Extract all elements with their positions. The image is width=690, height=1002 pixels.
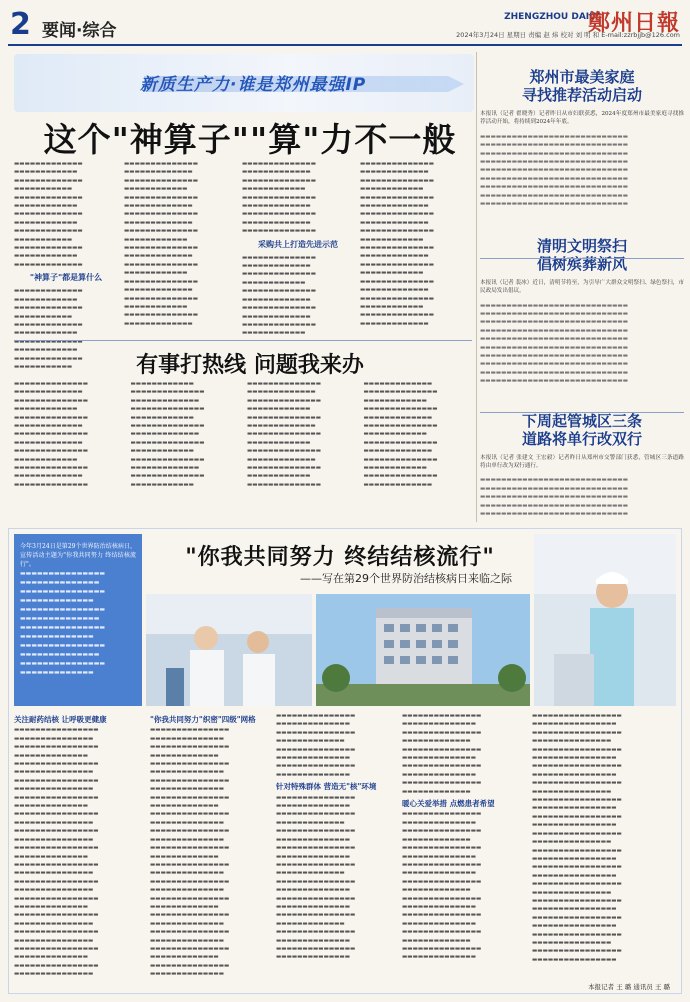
body-filler-lines: ▬▬▬▬▬▬▬▬▬▬▬▬▬ ▬▬▬▬▬▬▬▬▬▬▬▬ ▬▬▬▬▬▬▬▬▬▬▬▬▬ ▬▬▬▬▬▬▬▬▬▬▬ ▬▬▬▬▬▬▬▬▬▬▬▬▬ ▬▬▬▬▬▬▬▬▬▬▬▬ ▬▬▬▬▬▬▬▬▬▬▬▬▬ ▬▬▬▬▬▬▬▬▬▬▬▬ ▬▬▬▬▬▬▬▬▬▬▬▬▬ ▬▬▬▬▬▬▬▬▬▬▬ ▬▬▬▬▬▬▬▬▬▬▬▬▬ ▬▬▬▬▬▬▬▬▬▬▬▬ ▬▬▬▬▬▬▬▬▬▬▬▬▬ xyxy=(14,161,83,268)
body-filler-lines: ▬▬▬▬▬▬▬▬▬▬▬▬▬▬▬ ▬▬▬▬▬▬▬▬▬▬▬▬▬▬ ▬▬▬▬▬▬▬▬▬▬▬▬▬▬▬ ▬▬▬▬▬▬▬▬▬▬▬▬▬ ▬▬▬▬▬▬▬▬▬▬▬▬▬▬▬ ▬▬▬▬▬▬▬▬▬▬▬▬▬▬ ▬▬▬▬▬▬▬▬▬▬▬▬▬▬▬ ▬▬▬▬▬▬▬▬▬▬▬▬▬▬ ▬▬▬▬▬▬▬▬▬▬▬▬▬▬▬ ▬▬▬▬▬▬▬▬▬▬▬▬▬ ▬▬▬▬▬▬▬▬▬▬▬▬▬▬▬ ▬▬▬▬▬▬▬▬▬▬▬▬▬▬ ▬▬▬▬▬▬▬▬▬▬▬▬▬▬▬ ▬▬▬▬▬▬▬▬▬▬▬▬▬▬ ▬▬▬▬▬▬▬▬▬▬▬▬▬▬▬ ▬▬▬▬▬▬▬▬▬▬▬▬▬ ▬▬▬▬▬▬▬▬▬▬▬▬▬▬▬ ▬▬▬▬▬▬▬▬▬▬▬▬▬▬ ▬▬▬▬▬▬▬▬▬▬▬▬▬▬▬ ▬▬▬▬▬▬▬▬▬▬▬▬▬▬ xyxy=(276,794,356,961)
photo-medical-staff xyxy=(146,594,312,706)
right-story-1-body: ▬▬▬▬▬▬▬▬▬▬▬▬▬▬▬▬▬▬▬▬▬▬▬▬▬▬▬▬ ▬▬▬▬▬▬▬▬▬▬▬▬▬▬▬▬▬▬▬▬▬▬▬▬▬▬▬▬ ▬▬▬▬▬▬▬▬▬▬▬▬▬▬▬▬▬▬▬▬▬▬▬▬▬▬▬▬ ▬▬▬▬▬▬▬▬▬▬▬▬▬▬▬▬▬▬▬▬▬▬▬▬▬▬▬▬ ▬▬▬▬▬▬▬▬▬▬▬▬▬▬▬▬▬▬▬▬▬▬▬▬▬▬▬▬ ▬▬▬▬▬▬▬▬▬▬▬▬▬▬▬▬▬▬▬▬▬▬▬▬▬▬▬▬ ▬▬▬▬▬▬▬▬▬▬▬▬▬▬▬▬▬▬▬▬▬▬▬▬▬▬▬▬ ▬▬▬▬▬▬▬▬▬▬▬▬▬▬▬▬▬▬▬▬▬▬▬▬▬▬▬▬ ▬▬▬▬▬▬▬▬▬▬▬▬▬▬▬▬▬▬▬▬▬▬▬▬▬▬▬▬ xyxy=(480,133,628,208)
right-story-2-headline: 清明文明祭扫 倡树殡葬新风 xyxy=(536,236,627,273)
paper-logo: 鄭州日報 xyxy=(587,10,680,36)
story-kicker: 新质生产力·谁是郑州最强IP xyxy=(140,75,367,95)
body-filler-lines: ▬▬▬▬▬▬▬▬▬▬▬▬▬ ▬▬▬▬▬▬▬▬▬▬▬▬ ▬▬▬▬▬▬▬▬▬▬▬▬▬ ▬▬▬▬▬▬▬▬▬▬▬ ▬▬▬▬▬▬▬▬▬▬▬▬▬ ▬▬▬▬▬▬▬▬▬▬▬▬ ▬▬▬▬▬▬▬▬▬▬▬▬▬ ▬▬▬▬▬▬▬▬▬▬▬▬ ▬▬▬▬▬▬▬▬▬▬▬▬▬ ▬▬▬▬▬▬▬▬▬▬▬ xyxy=(14,288,83,370)
top-story-subhead-2: 采购共上打造先进示范 xyxy=(258,239,338,249)
mid-story-body xyxy=(14,380,472,520)
right-story-3-body: ▬▬▬▬▬▬▬▬▬▬▬▬▬▬▬▬▬▬▬▬▬▬▬▬▬▬▬▬ ▬▬▬▬▬▬▬▬▬▬▬▬▬▬▬▬▬▬▬▬▬▬▬▬▬▬▬▬ ▬▬▬▬▬▬▬▬▬▬▬▬▬▬▬▬▬▬▬▬▬▬▬▬▬▬▬▬ ▬▬▬▬▬▬▬▬▬▬▬▬▬▬▬▬▬▬▬▬▬▬▬▬▬▬▬▬ ▬▬▬▬▬▬▬▬▬▬▬▬▬▬▬▬▬▬▬▬▬▬▬▬▬▬▬▬ xyxy=(480,477,628,518)
photo-nurse-patient-art xyxy=(534,534,676,706)
body-filler-lines: ▬▬▬▬▬▬▬▬▬▬▬▬▬▬▬ ▬▬▬▬▬▬▬▬▬▬▬▬▬▬ ▬▬▬▬▬▬▬▬▬▬▬▬▬▬▬ ▬▬▬▬▬▬▬▬▬▬▬▬▬ ▬▬▬▬▬▬▬▬▬▬▬▬▬▬▬ ▬▬▬▬▬▬▬▬▬▬▬▬▬▬ ▬▬▬▬▬▬▬▬▬▬▬▬▬▬▬ ▬▬▬▬▬▬▬▬▬▬▬▬▬▬ ▬▬▬▬▬▬▬▬▬▬▬▬▬▬▬ ▬▬▬▬▬▬▬▬▬▬▬▬▬ ▬▬▬▬▬▬▬▬▬▬▬▬▬▬▬ ▬▬▬▬▬▬▬▬▬▬▬▬▬▬ ▬▬▬▬▬▬▬▬▬▬▬▬▬▬▬ ▬▬▬▬▬▬▬▬▬▬▬▬▬▬ ▬▬▬▬▬▬▬▬▬▬▬▬▬▬▬ ▬▬▬▬▬▬▬▬▬▬▬▬▬ ▬▬▬▬▬▬▬▬▬▬▬▬▬▬▬ ▬▬▬▬▬▬▬▬▬▬▬▬▬▬ xyxy=(402,811,482,961)
feature-byline: 本报记者 王 璐 通讯员 王 璐 xyxy=(588,983,670,991)
top-story-body-col-2 xyxy=(124,160,236,336)
feature-headline: "你我共同努力 终结结核流行" xyxy=(185,545,495,570)
right-story-1-headline: 郑州市最美家庭 寻找推荐活动启动 xyxy=(521,68,642,104)
body-filler-lines: ▬▬▬▬▬▬▬▬▬▬▬▬▬▬ ▬▬▬▬▬▬▬▬▬▬▬▬▬ ▬▬▬▬▬▬▬▬▬▬▬▬▬▬ ▬▬▬▬▬▬▬▬▬▬▬▬ ▬▬▬▬▬▬▬▬▬▬▬▬▬▬ ▬▬▬▬▬▬▬▬▬▬▬▬▬ ▬▬▬▬▬▬▬▬▬▬▬▬▬▬ ▬▬▬▬▬▬▬▬▬▬▬▬▬ ▬▬▬▬▬▬▬▬▬▬▬▬▬▬ ▬▬▬▬▬▬▬▬▬▬▬▬ ▬▬▬▬▬▬▬▬▬▬▬▬▬▬ ▬▬▬▬▬▬▬▬▬▬▬▬▬ ▬▬▬▬▬▬▬▬▬▬▬▬▬▬ ▬▬▬▬▬▬▬▬▬▬▬▬ ▬▬▬▬▬▬▬▬▬▬▬▬▬▬ ▬▬▬▬▬▬▬▬▬▬▬▬▬ ▬▬▬▬▬▬▬▬▬▬▬▬▬▬ ▬▬▬▬▬▬▬▬▬▬▬▬ ▬▬▬▬▬▬▬▬▬▬▬▬▬▬ ▬▬▬▬▬▬▬▬▬▬▬▬▬ xyxy=(124,161,198,327)
feature-body-mid-1 xyxy=(150,712,270,982)
right-divider-1 xyxy=(480,258,684,259)
feature-lead-box xyxy=(14,534,142,706)
photo-medical-staff-art xyxy=(146,594,312,706)
body-filler-lines: ▬▬▬▬▬▬▬▬▬▬▬▬▬▬▬▬▬ ▬▬▬▬▬▬▬▬▬▬▬▬▬▬▬▬ ▬▬▬▬▬▬▬▬▬▬▬▬▬▬▬▬▬ ▬▬▬▬▬▬▬▬▬▬▬▬▬▬▬ ▬▬▬▬▬▬▬▬▬▬▬▬▬▬▬▬▬ ▬▬▬▬▬▬▬▬▬▬▬▬▬▬▬▬ ▬▬▬▬▬▬▬▬▬▬▬▬▬▬▬▬▬ ▬▬▬▬▬▬▬▬▬▬▬▬▬▬▬▬ ▬▬▬▬▬▬▬▬▬▬▬▬▬▬▬▬▬ ▬▬▬▬▬▬▬▬▬▬▬▬▬▬▬ ▬▬▬▬▬▬▬▬▬▬▬▬▬▬▬▬▬ ▬▬▬▬▬▬▬▬▬▬▬▬▬▬▬▬ ▬▬▬▬▬▬▬▬▬▬▬▬▬▬▬▬▬ ▬▬▬▬▬▬▬▬▬▬▬▬▬▬▬▬ ▬▬▬▬▬▬▬▬▬▬▬▬▬▬▬▬▬ ▬▬▬▬▬▬▬▬▬▬▬▬▬▬▬ ▬▬▬▬▬▬▬▬▬▬▬▬▬▬▬▬▬ ▬▬▬▬▬▬▬▬▬▬▬▬▬▬▬▬ ▬▬▬▬▬▬▬▬▬▬▬▬▬▬▬▬▬ ▬▬▬▬▬▬▬▬▬▬▬▬▬▬▬▬ ▬▬▬▬▬▬▬▬▬▬▬▬▬▬▬▬▬ ▬▬▬▬▬▬▬▬▬▬▬▬▬▬▬ ▬▬▬▬▬▬▬▬▬▬▬▬▬▬▬▬▬ ▬▬▬▬▬▬▬▬▬▬▬▬▬▬▬▬ ▬▬▬▬▬▬▬▬▬▬▬▬▬▬▬▬▬ ▬▬▬▬▬▬▬▬▬▬▬▬▬▬▬▬ ▬▬▬▬▬▬▬▬▬▬▬▬▬▬▬▬▬ ▬▬▬▬▬▬▬▬▬▬▬▬▬▬▬ ▬▬▬▬▬▬▬▬▬▬▬▬▬▬▬▬▬ ▬▬▬▬▬▬▬▬▬▬▬▬▬▬▬▬ xyxy=(532,713,622,963)
section-title: 要闻·综合 xyxy=(42,21,117,41)
body-filler-lines: ▬▬▬▬▬▬▬▬▬▬▬▬▬▬▬ ▬▬▬▬▬▬▬▬▬▬▬▬▬▬ ▬▬▬▬▬▬▬▬▬▬▬▬▬▬▬ ▬▬▬▬▬▬▬▬▬▬▬▬▬ ▬▬▬▬▬▬▬▬▬▬▬▬▬▬▬ ▬▬▬▬▬▬▬▬▬▬▬▬▬▬ ▬▬▬▬▬▬▬▬▬▬▬▬▬▬▬ ▬▬▬▬▬▬▬▬▬▬▬▬▬▬ ▬▬▬▬▬▬▬▬▬▬▬▬▬▬▬ ▬▬▬▬▬▬▬▬▬▬▬▬▬ xyxy=(402,713,482,795)
photo-hospital-building xyxy=(316,594,530,706)
feature-section-4-title: 暖心关爱举措 点燃患者希望 xyxy=(402,799,495,809)
body-filler-lines: ▬▬▬▬▬▬▬▬▬▬▬▬▬▬ ▬▬▬▬▬▬▬▬▬▬▬▬▬ ▬▬▬▬▬▬▬▬▬▬▬▬▬▬ ▬▬▬▬▬▬▬▬▬▬▬▬ ▬▬▬▬▬▬▬▬▬▬▬▬▬▬ ▬▬▬▬▬▬▬▬▬▬▬▬▬ ▬▬▬▬▬▬▬▬▬▬▬▬▬▬ ▬▬▬▬▬▬▬▬▬▬▬▬▬ ▬▬▬▬▬▬▬▬▬▬▬▬▬▬ ▬▬▬▬▬▬▬▬▬▬▬▬ ▬▬▬▬▬▬▬▬▬▬▬▬▬▬ ▬▬▬▬▬▬▬▬▬▬▬▬▬ ▬▬▬▬▬▬▬▬▬▬▬▬▬▬ ▬▬▬▬▬▬▬▬▬▬▬▬ ▬▬▬▬▬▬▬▬▬▬▬▬▬▬ ▬▬▬▬▬▬▬▬▬▬▬▬▬ ▬▬▬▬▬▬▬▬▬▬▬▬▬▬ ▬▬▬▬▬▬▬▬▬▬▬▬ ▬▬▬▬▬▬▬▬▬▬▬▬▬▬ ▬▬▬▬▬▬▬▬▬▬▬▬▬ xyxy=(360,161,434,327)
right-column xyxy=(480,50,684,522)
photo-hospital-building-art xyxy=(316,594,530,706)
right-story-2-body: ▬▬▬▬▬▬▬▬▬▬▬▬▬▬▬▬▬▬▬▬▬▬▬▬▬▬▬▬ ▬▬▬▬▬▬▬▬▬▬▬▬▬▬▬▬▬▬▬▬▬▬▬▬▬▬▬▬ ▬▬▬▬▬▬▬▬▬▬▬▬▬▬▬▬▬▬▬▬▬▬▬▬▬▬▬▬ ▬▬▬▬▬▬▬▬▬▬▬▬▬▬▬▬▬▬▬▬▬▬▬▬▬▬▬▬ ▬▬▬▬▬▬▬▬▬▬▬▬▬▬▬▬▬▬▬▬▬▬▬▬▬▬▬▬ ▬▬▬▬▬▬▬▬▬▬▬▬▬▬▬▬▬▬▬▬▬▬▬▬▬▬▬▬ ▬▬▬▬▬▬▬▬▬▬▬▬▬▬▬▬▬▬▬▬▬▬▬▬▬▬▬▬ ▬▬▬▬▬▬▬▬▬▬▬▬▬▬▬▬▬▬▬▬▬▬▬▬▬▬▬▬ ▬▬▬▬▬▬▬▬▬▬▬▬▬▬▬▬▬▬▬▬▬▬▬▬▬▬▬▬ ▬▬▬▬▬▬▬▬▬▬▬▬▬▬▬▬▬▬▬▬▬▬▬▬▬▬▬▬ xyxy=(480,302,628,385)
body-filler-lines: ▬▬▬▬▬▬▬▬▬▬▬▬▬▬ ▬▬▬▬▬▬▬▬▬▬▬▬▬ ▬▬▬▬▬▬▬▬▬▬▬▬▬▬ ▬▬▬▬▬▬▬▬▬▬▬▬ ▬▬▬▬▬▬▬▬▬▬▬▬▬▬ ▬▬▬▬▬▬▬▬▬▬▬▬▬ ▬▬▬▬▬▬▬▬▬▬▬▬▬▬ ▬▬▬▬▬▬▬▬▬▬▬▬▬ ▬▬▬▬▬▬▬▬▬▬▬▬▬▬ ▬▬▬▬▬▬▬▬▬▬▬▬ xyxy=(242,254,316,337)
right-divider-2 xyxy=(480,412,684,413)
feature-body-mid-3 xyxy=(402,712,526,982)
feature-section-2-title: "你我共同努力"织密"四级"网格 xyxy=(150,715,256,724)
right-story-1-lead: 本报讯（记者 翟晓秀）记者昨日从市妇联获悉，2024年度郑州市最美家庭寻找推荐活动开始，将持续到2024年年底。 xyxy=(480,111,684,126)
lead-filler-lines: ▬▬▬▬▬▬▬▬▬▬▬▬▬▬▬ ▬▬▬▬▬▬▬▬▬▬▬▬▬▬ ▬▬▬▬▬▬▬▬▬▬▬▬▬▬▬ ▬▬▬▬▬▬▬▬▬▬▬▬▬ ▬▬▬▬▬▬▬▬▬▬▬▬▬▬▬ ▬▬▬▬▬▬▬▬▬▬▬▬▬▬ ▬▬▬▬▬▬▬▬▬▬▬▬▬▬▬ ▬▬▬▬▬▬▬▬▬▬▬▬▬ ▬▬▬▬▬▬▬▬▬▬▬▬▬▬▬ ▬▬▬▬▬▬▬▬▬▬▬▬▬▬ ▬▬▬▬▬▬▬▬▬▬▬▬▬▬▬ ▬▬▬▬▬▬▬▬▬▬▬▬▬ xyxy=(20,570,106,676)
top-story-body-col-4 xyxy=(360,160,474,336)
feature-section-1-title: 关注耐药结核 让呼吸更健康 xyxy=(14,715,107,724)
top-story-body-col-1 xyxy=(14,160,118,370)
feature-body-left xyxy=(14,712,144,982)
feature-body-mid-2 xyxy=(276,712,396,982)
body-filler-lines: ▬▬▬▬▬▬▬▬▬▬▬▬▬▬▬ ▬▬▬▬▬▬▬▬▬▬▬▬▬▬ ▬▬▬▬▬▬▬▬▬▬▬▬▬▬▬ ▬▬▬▬▬▬▬▬▬▬▬▬▬ ▬▬▬▬▬▬▬▬▬▬▬▬▬▬▬ ▬▬▬▬▬▬▬▬▬▬▬▬▬▬ ▬▬▬▬▬▬▬▬▬▬▬▬▬▬▬ ▬▬▬▬▬▬▬▬▬▬▬▬▬▬ ▬▬▬▬▬▬▬▬▬▬▬▬▬▬▬ ▬▬▬▬▬▬▬▬▬▬▬▬▬ ▬▬▬▬▬▬▬▬▬▬▬▬▬▬▬ ▬▬▬▬▬▬▬▬▬▬▬▬▬▬ ▬▬▬▬▬▬▬▬▬▬▬▬▬▬▬ ▬▬▬▬▬▬▬▬▬▬▬▬▬▬ ▬▬▬▬▬▬▬▬▬▬▬▬▬▬▬ ▬▬▬▬▬▬▬▬▬▬▬▬▬ ▬▬▬▬▬▬▬▬▬▬▬▬▬▬▬ ▬▬▬▬▬▬▬▬▬▬▬▬▬▬ ▬▬▬▬▬▬▬▬▬▬▬▬▬▬▬ ▬▬▬▬▬▬▬▬▬▬▬▬▬▬ ▬▬▬▬▬▬▬▬▬▬▬▬▬▬▬ ▬▬▬▬▬▬▬▬▬▬▬▬▬ ▬▬▬▬▬▬▬▬▬▬▬▬▬▬▬ ▬▬▬▬▬▬▬▬▬▬▬▬▬▬ ▬▬▬▬▬▬▬▬▬▬▬▬▬▬▬ ▬▬▬▬▬▬▬▬▬▬▬▬▬▬ ▬▬▬▬▬▬▬▬▬▬▬▬▬▬▬ ▬▬▬▬▬▬▬▬▬▬▬▬▬ ▬▬▬▬▬▬▬▬▬▬▬▬▬▬▬ ▬▬▬▬▬▬▬▬▬▬▬▬▬▬ xyxy=(150,727,230,978)
section-divider xyxy=(14,340,472,341)
right-story-3-headline: 下周起管城区三条 道路将单行改双行 xyxy=(521,411,642,448)
feature-section-3-title: 针对特殊群体 营造无"核"环境 xyxy=(276,782,377,792)
feature-body-right xyxy=(532,712,676,978)
paper-name-en: ZHENGZHOU DAILY xyxy=(504,12,600,22)
right-story-3-lead: 本报讯（记者 张建文 王宏毅）记者昨日从郑州市交警部门获悉，管城区三条道路将由单行改为双行通行。 xyxy=(480,454,684,470)
top-story-headline: 这个"神算子""算"力不一般 xyxy=(43,120,457,159)
right-story-2-lead: 本报讯（记者 裴冰）近日，清明节将至，为引导广大群众文明祭扫、绿色祭扫，市民政局发出倡议。 xyxy=(480,279,684,295)
body-filler-lines: ▬▬▬▬▬▬▬▬▬▬▬▬▬▬▬ ▬▬▬▬▬▬▬▬▬▬▬▬▬▬ ▬▬▬▬▬▬▬▬▬▬▬▬▬▬▬ ▬▬▬▬▬▬▬▬▬▬▬▬▬ ▬▬▬▬▬▬▬▬▬▬▬▬▬▬▬ ▬▬▬▬▬▬▬▬▬▬▬▬▬▬ ▬▬▬▬▬▬▬▬▬▬▬▬▬▬▬ ▬▬▬▬▬▬▬▬▬▬▬▬▬▬ xyxy=(276,713,356,778)
body-filler-lines: ▬▬▬▬▬▬▬▬▬▬▬▬▬▬▬▬ ▬▬▬▬▬▬▬▬▬▬▬▬▬▬▬ ▬▬▬▬▬▬▬▬▬▬▬▬▬▬▬▬ ▬▬▬▬▬▬▬▬▬▬▬▬▬▬ ▬▬▬▬▬▬▬▬▬▬▬▬▬▬▬▬ ▬▬▬▬▬▬▬▬▬▬▬▬▬▬▬ ▬▬▬▬▬▬▬▬▬▬▬▬▬▬▬▬ ▬▬▬▬▬▬▬▬▬▬▬▬▬▬▬ ▬▬▬▬▬▬▬▬▬▬▬▬▬▬▬▬ ▬▬▬▬▬▬▬▬▬▬▬▬▬▬ ▬▬▬▬▬▬▬▬▬▬▬▬▬▬▬▬ ▬▬▬▬▬▬▬▬▬▬▬▬▬▬▬ ▬▬▬▬▬▬▬▬▬▬▬▬▬▬▬▬ ▬▬▬▬▬▬▬▬▬▬▬▬▬▬▬ ▬▬▬▬▬▬▬▬▬▬▬▬▬▬▬▬ ▬▬▬▬▬▬▬▬▬▬▬▬▬▬ ▬▬▬▬▬▬▬▬▬▬▬▬▬▬▬▬ ▬▬▬▬▬▬▬▬▬▬▬▬▬▬▬ ▬▬▬▬▬▬▬▬▬▬▬▬▬▬▬▬ ▬▬▬▬▬▬▬▬▬▬▬▬▬▬▬ ▬▬▬▬▬▬▬▬▬▬▬▬▬▬▬▬ ▬▬▬▬▬▬▬▬▬▬▬▬▬▬ ▬▬▬▬▬▬▬▬▬▬▬▬▬▬▬▬ ▬▬▬▬▬▬▬▬▬▬▬▬▬▬▬ ▬▬▬▬▬▬▬▬▬▬▬▬▬▬▬▬ ▬▬▬▬▬▬▬▬▬▬▬▬▬▬▬ ▬▬▬▬▬▬▬▬▬▬▬▬▬▬▬▬ ▬▬▬▬▬▬▬▬▬▬▬▬▬▬ ▬▬▬▬▬▬▬▬▬▬▬▬▬▬▬▬ ▬▬▬▬▬▬▬▬▬▬▬▬▬▬▬ xyxy=(14,727,99,978)
column-divider xyxy=(476,52,477,522)
body-filler-lines: ▬▬▬▬▬▬▬▬▬▬▬▬▬▬ ▬▬▬▬▬▬▬▬▬▬▬▬▬ ▬▬▬▬▬▬▬▬▬▬▬▬▬▬ ▬▬▬▬▬▬▬▬▬▬▬▬ ▬▬▬▬▬▬▬▬▬▬▬▬▬▬ ▬▬▬▬▬▬▬▬▬▬▬▬▬ ▬▬▬▬▬▬▬▬▬▬▬▬▬▬ ▬▬▬▬▬▬▬▬▬▬▬▬▬ ▬▬▬▬▬▬▬▬▬▬▬▬▬▬ xyxy=(242,161,316,235)
mid-story-headline: 有事打热线 问题我来办 xyxy=(136,353,364,378)
date-line: 2024年3月24日 星期日 责编 赵 炜 校对 刘 明 和 E-mail:zzrbjjb@126.com xyxy=(456,31,680,39)
photo-nurse-patient xyxy=(534,534,676,706)
page-number: 2 xyxy=(10,7,31,42)
top-story-subhead-1: "神算子"都是算什么 xyxy=(29,273,103,283)
masthead xyxy=(8,6,682,46)
top-story-body-col-3 xyxy=(242,160,354,336)
body-filler-lines: ▬▬▬▬▬▬▬▬▬▬▬▬▬▬ ▬▬▬▬▬▬▬▬▬▬▬▬▬ ▬▬▬▬▬▬▬▬▬▬▬▬▬▬ ▬▬▬▬▬▬▬▬▬▬▬▬ ▬▬▬▬▬▬▬▬▬▬▬▬▬▬ ▬▬▬▬▬▬▬▬▬▬▬▬▬ ▬▬▬▬▬▬▬▬▬▬▬▬▬▬ ▬▬▬▬▬▬▬▬▬▬▬▬▬ ▬▬▬▬▬▬▬▬▬▬▬▬▬▬ ▬▬▬▬▬▬▬▬▬▬▬▬ ▬▬▬▬▬▬▬▬▬▬▬▬▬▬ ▬▬▬▬▬▬▬▬▬▬▬▬▬ ▬▬▬▬▬▬▬▬▬▬▬▬▬▬ ▬▬▬▬▬▬▬▬▬▬▬▬ ▬▬▬▬▬▬▬▬▬▬▬▬▬▬ ▬▬▬▬▬▬▬▬▬▬▬▬▬ ▬▬▬▬▬▬▬▬▬▬▬▬▬▬ ▬▬▬▬▬▬▬▬▬▬▬▬ ▬▬▬▬▬▬▬▬▬▬▬▬▬▬ ▬▬▬▬▬▬▬▬▬▬▬▬▬ ▬▬▬▬▬▬▬▬▬▬▬▬▬▬ ▬▬▬▬▬▬▬▬▬▬▬▬ ▬▬▬▬▬▬▬▬▬▬▬▬▬▬ ▬▬▬▬▬▬▬▬▬▬▬▬▬ ▬▬▬▬▬▬▬▬▬▬▬▬▬▬ ▬▬▬▬▬▬▬▬▬▬▬▬ ▬▬▬▬▬▬▬▬▬▬▬▬▬▬ ▬▬▬▬▬▬▬▬▬▬▬▬▬ ▬▬▬▬▬▬▬▬▬▬▬▬▬▬ ▬▬▬▬▬▬▬▬▬▬▬▬ ▬▬▬▬▬▬▬▬▬▬▬▬▬▬ ▬▬▬▬▬▬▬▬▬▬▬▬▬ ▬▬▬▬▬▬▬▬▬▬▬▬▬▬ ▬▬▬▬▬▬▬▬▬▬▬▬ ▬▬▬▬▬▬▬▬▬▬▬▬▬▬ ▬▬▬▬▬▬▬▬▬▬▬▬▬ ▬▬▬▬▬▬▬▬▬▬▬▬▬▬ ▬▬▬▬▬▬▬▬▬▬▬▬ ▬▬▬▬▬▬▬▬▬▬▬▬▬▬ ▬▬▬▬▬▬▬▬▬▬▬▬▬ ▬▬▬▬▬▬▬▬▬▬▬▬▬▬ ▬▬▬▬▬▬▬▬▬▬▬▬ ▬▬▬▬▬▬▬▬▬▬▬▬▬▬ ▬▬▬▬▬▬▬▬▬▬▬▬▬ ▬▬▬▬▬▬▬▬▬▬▬▬▬▬ ▬▬▬▬▬▬▬▬▬▬▬▬ ▬▬▬▬▬▬▬▬▬▬▬▬▬▬ ▬▬▬▬▬▬▬▬▬▬▬▬▬ ▬▬▬▬▬▬▬▬▬▬▬▬▬▬ ▬▬▬▬▬▬▬▬▬▬▬▬ ▬▬▬▬▬▬▬▬▬▬▬▬▬▬ ▬▬▬▬▬▬▬▬▬▬▬▬▬ xyxy=(14,381,438,488)
feature-subline: ——写在第29个世界防治结核病日来临之际 xyxy=(300,572,512,585)
feature-lead-text: 今年3月24日是第29个世界防治结核病日，宣传活动主题为"你我共同努力 终结结核流行"。 xyxy=(20,543,136,568)
